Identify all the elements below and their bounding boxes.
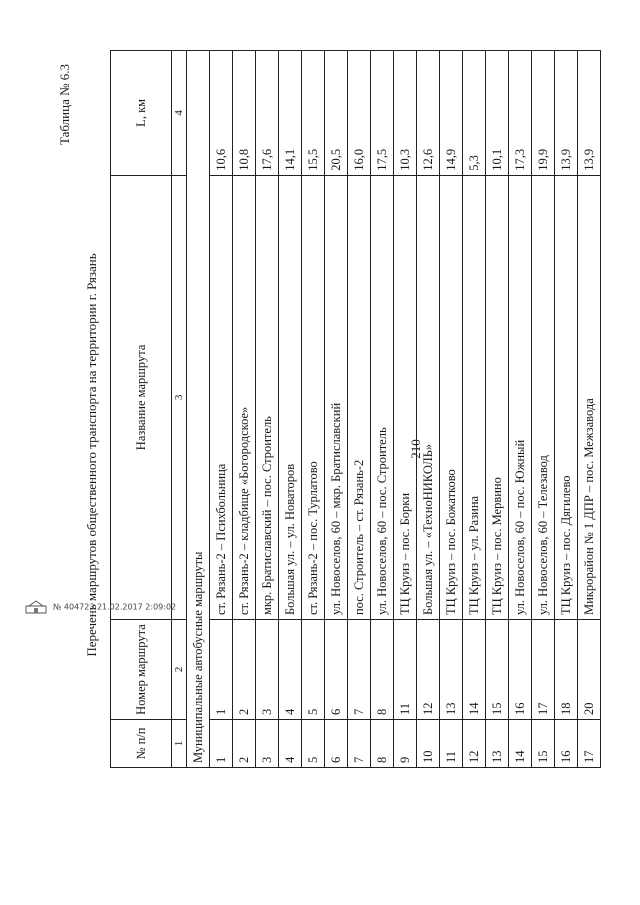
route-length-cell: 16,0	[348, 51, 371, 176]
route-name-cell: Большая ул. – ул. Новаторов	[279, 175, 302, 619]
row-number-cell: 8	[371, 720, 394, 768]
table-row	[440, 51, 463, 768]
route-number-cell: 17	[532, 620, 555, 720]
route-length-cell: 5,3	[463, 51, 486, 176]
row-number-cell: 6	[325, 720, 348, 768]
route-name-cell: Большая ул. – «ТехноНИКОЛЬ»	[417, 175, 440, 619]
row-number-cell: 14	[509, 720, 532, 768]
route-name-cell: ТЦ Круиз – пос. Борки	[394, 175, 417, 619]
row-number-cell: 17	[578, 720, 601, 768]
route-number-cell: 15	[486, 620, 509, 720]
route-number-cell: 4	[279, 620, 302, 720]
table-row	[210, 51, 233, 768]
route-length-cell: 20,5	[325, 51, 348, 176]
route-name-cell: ул. Новоселов, 60 – мкр. Братиславский	[325, 175, 348, 619]
route-name-cell: мкр. Братиславский – пос. Строитель	[256, 175, 279, 619]
table-row	[348, 51, 371, 768]
route-length-cell: 10,6	[210, 51, 233, 176]
route-length-cell: 19,9	[532, 51, 555, 176]
route-length-cell: 13,9	[578, 51, 601, 176]
table-row	[463, 51, 486, 768]
route-number-cell: 18	[555, 620, 578, 720]
routes-table	[110, 50, 601, 768]
row-number-cell: 5	[302, 720, 325, 768]
row-number-cell: 12	[463, 720, 486, 768]
route-name-cell: ТЦ Круиз – пос. Божатково	[440, 175, 463, 619]
row-number-cell: 2	[233, 720, 256, 768]
column-number: 2	[172, 620, 187, 720]
column-number: 4	[172, 51, 187, 176]
row-number-cell: 15	[532, 720, 555, 768]
table-row	[233, 51, 256, 768]
route-length-cell: 10,8	[233, 51, 256, 176]
route-number-cell: 7	[348, 620, 371, 720]
row-number-cell: 3	[256, 720, 279, 768]
table-row	[371, 51, 394, 768]
table-row	[325, 51, 348, 768]
route-length-cell: 13,9	[555, 51, 578, 176]
column-number: 3	[172, 175, 187, 619]
route-number-cell: 13	[440, 620, 463, 720]
header-cell: Название маршрута	[111, 175, 172, 619]
route-number-cell: 2	[233, 620, 256, 720]
route-length-cell: 15,5	[302, 51, 325, 176]
row-number-cell: 4	[279, 720, 302, 768]
row-number-cell: 16	[555, 720, 578, 768]
route-number-cell: 5	[302, 620, 325, 720]
table-row	[509, 51, 532, 768]
header-cell: Номер маршрута	[111, 620, 172, 720]
route-length-cell: 10,3	[394, 51, 417, 176]
row-number-cell: 10	[417, 720, 440, 768]
route-length-cell: 12,6	[417, 51, 440, 176]
route-name-cell: Микрорайон № 1 ДПР – пос. Межзавода	[578, 175, 601, 619]
table-number: Таблица № 6.3	[57, 63, 72, 145]
route-name-cell: ул. Новоселов, 60 – Телезавод	[532, 175, 555, 619]
route-name-cell: ТЦ Круиз – пос. Мервино	[486, 175, 509, 619]
route-name-cell: ст. Рязань-2 – Психбольница	[210, 175, 233, 619]
page-number: 210	[408, 439, 423, 459]
route-length-cell: 17,3	[509, 51, 532, 176]
registration-stamp	[25, 600, 265, 614]
row-number-cell: 7	[348, 720, 371, 768]
route-name-cell: пос. Строитель – ст. Рязань-2	[348, 175, 371, 619]
section-row	[187, 51, 210, 768]
route-number-cell: 16	[509, 620, 532, 720]
stamp-text: № 404723 21.02.2017 2:09:02	[53, 602, 177, 612]
route-length-cell: 14,9	[440, 51, 463, 176]
route-name-cell: ТЦ Круиз – ул. Разина	[463, 175, 486, 619]
table-row	[486, 51, 509, 768]
table-row	[256, 51, 279, 768]
column-number: 1	[172, 720, 187, 768]
column-number-row	[172, 51, 187, 768]
route-length-cell: 17,6	[256, 51, 279, 176]
table-row	[555, 51, 578, 768]
document-stamp-icon	[25, 600, 47, 614]
row-number-cell: 9	[394, 720, 417, 768]
table-header-row	[111, 51, 172, 768]
header-cell: № п/п	[111, 720, 172, 768]
route-length-cell: 17,5	[371, 51, 394, 176]
table-row	[279, 51, 302, 768]
route-name-cell: ст. Рязань-2 – пос. Турлатово	[302, 175, 325, 619]
document-title: Перечень маршрутов общественного транспорта на территории г. Рязань	[84, 253, 99, 657]
row-number-cell: 13	[486, 720, 509, 768]
table-row	[302, 51, 325, 768]
route-number-cell: 11	[394, 620, 417, 720]
section-title: Муниципальные автобусные маршруты	[187, 51, 210, 768]
route-name-cell: ул. Новоселов, 60 – пос. Южный	[509, 175, 532, 619]
route-name-cell: ул. Новоселов, 60 – пос. Строитель	[371, 175, 394, 619]
route-number-cell: 20	[578, 620, 601, 720]
route-number-cell: 6	[325, 620, 348, 720]
row-number-cell: 11	[440, 720, 463, 768]
route-length-cell: 14,1	[279, 51, 302, 176]
route-number-cell: 8	[371, 620, 394, 720]
table-row	[532, 51, 555, 768]
table-row	[417, 51, 440, 768]
route-number-cell: 14	[463, 620, 486, 720]
route-name-cell: ст. Рязань-2 – кладбище «Богородское»	[233, 175, 256, 619]
route-name-cell: ТЦ Круиз – пос. Дягилево	[555, 175, 578, 619]
route-number-cell: 3	[256, 620, 279, 720]
route-number-cell: 12	[417, 620, 440, 720]
table-row	[394, 51, 417, 768]
route-number-cell: 1	[210, 620, 233, 720]
row-number-cell: 1	[210, 720, 233, 768]
table-row	[578, 51, 601, 768]
route-length-cell: 10,1	[486, 51, 509, 176]
header-cell: L, км	[111, 51, 172, 176]
